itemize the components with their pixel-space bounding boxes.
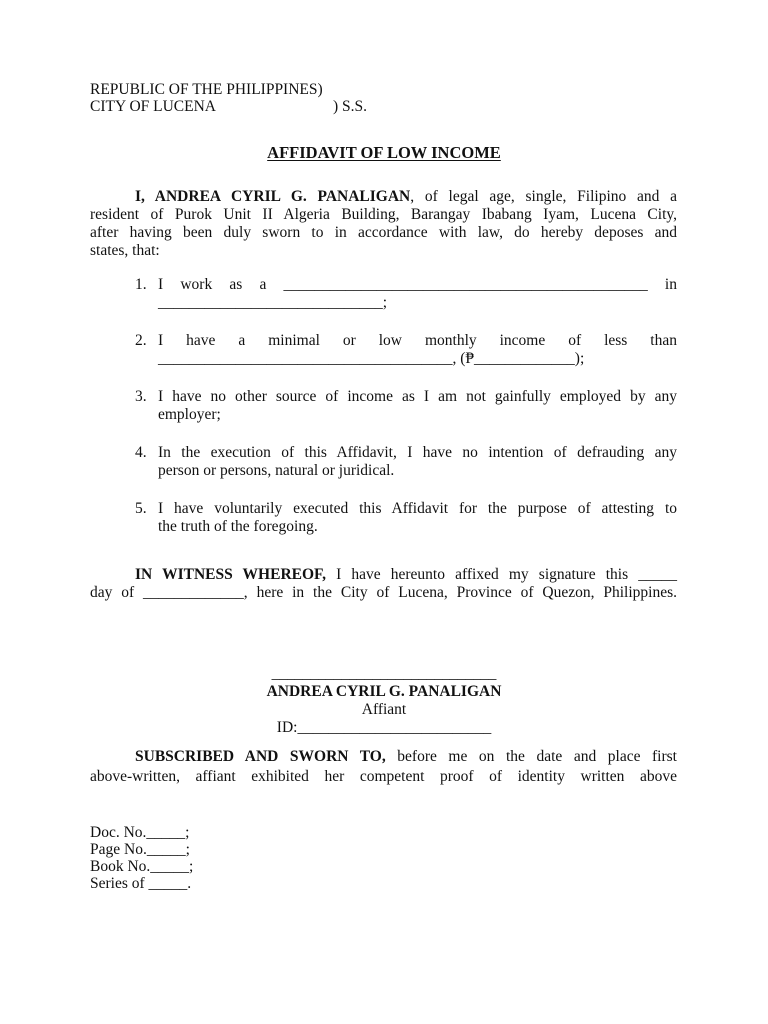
intro-line-text: , of legal age, single, Filipino and a	[410, 188, 677, 205]
notarial-register	[90, 824, 390, 892]
witness-lead: IN WITNESS WHEREOF,	[135, 566, 326, 583]
list-item-number: 4.	[135, 444, 147, 461]
jurat-lead: SUBSCRIBED AND SWORN TO,	[135, 748, 386, 765]
jurat-line: above-written, affiant exhibited her competent proof of identity written above	[90, 768, 677, 785]
list-item-line: I have a minimal or low monthly income of less than	[158, 332, 677, 349]
intro-line	[90, 188, 677, 206]
list-item-text	[158, 388, 677, 424]
jurat-line-text: before me on the date and place first	[385, 748, 677, 765]
list-item-text	[158, 500, 677, 536]
list-item-line: _____________________________;	[158, 294, 388, 311]
venue-city: CITY OF LUCENA	[90, 98, 217, 115]
signature-line: _____________________________	[271, 665, 497, 682]
list-item-number: 1.	[135, 276, 147, 293]
list-item-number: 3.	[135, 388, 147, 405]
intro-line: resident of Purok Unit II Algeria Building, Barangay Ibabang Iyam, Lucena City,	[90, 206, 677, 223]
series-of: Series of _____.	[90, 875, 192, 892]
witness-line: day of _____________, here in the City of Lucena, Province of Quezon, Philippines.	[90, 584, 677, 601]
doc-no: Doc. No._____;	[90, 824, 190, 841]
list-item-number: 5.	[135, 500, 147, 517]
venue-country: REPUBLIC OF THE PHILIPPINES)	[90, 81, 323, 98]
witness-line-text: I have hereunto affixed my signature this _____	[325, 566, 677, 583]
list-item	[135, 332, 677, 368]
list-item-line: I have voluntarily executed this Affidavit for the purpose of attesting to	[158, 500, 677, 517]
list-item-text	[158, 332, 677, 368]
list-item-line: I have no other source of income as I am not gainfully employed by any	[158, 388, 677, 405]
list-item-line: person or persons, natural or juridical.	[158, 462, 395, 479]
document-title: AFFIDAVIT OF LOW INCOME	[267, 143, 501, 162]
list-item-line: I work as a _______________________________________________ in	[158, 276, 677, 293]
list-item-text	[158, 276, 677, 312]
affiant-name-lead: I, ANDREA CYRIL G. PANALIGAN	[135, 188, 411, 205]
witness-paragraph	[90, 566, 677, 602]
signatory-name: ANDREA CYRIL G. PANALIGAN	[266, 683, 502, 700]
list-item	[135, 500, 677, 536]
list-item-line: ______________________________________, (₱_____________);	[158, 350, 585, 367]
list-item-line: the truth of the foregoing.	[158, 518, 318, 535]
list-item-line: In the execution of this Affidavit, I have no intention of defrauding any	[158, 444, 677, 461]
jurat-paragraph	[90, 747, 677, 787]
list-item-text	[158, 444, 677, 480]
signatory-role: Affiant	[361, 701, 407, 718]
venue-ss: ) S.S.	[333, 98, 368, 115]
venue-city-line	[90, 98, 490, 116]
signatory-id-field: ID:_________________________	[276, 719, 492, 736]
jurat-line	[90, 747, 677, 767]
intro-line: states, that:	[90, 242, 160, 259]
list-item	[135, 276, 677, 312]
book-no: Book No._____;	[90, 858, 194, 875]
intro-line: after having been duly sworn to in accordance with law, do hereby deposes and	[90, 224, 677, 241]
page-no: Page No._____;	[90, 841, 190, 858]
list-item-line: employer;	[158, 406, 221, 423]
list-item-number: 2.	[135, 332, 147, 349]
intro-paragraph	[90, 188, 677, 260]
list-item	[135, 444, 677, 480]
list-item	[135, 388, 677, 424]
witness-line	[90, 566, 677, 584]
